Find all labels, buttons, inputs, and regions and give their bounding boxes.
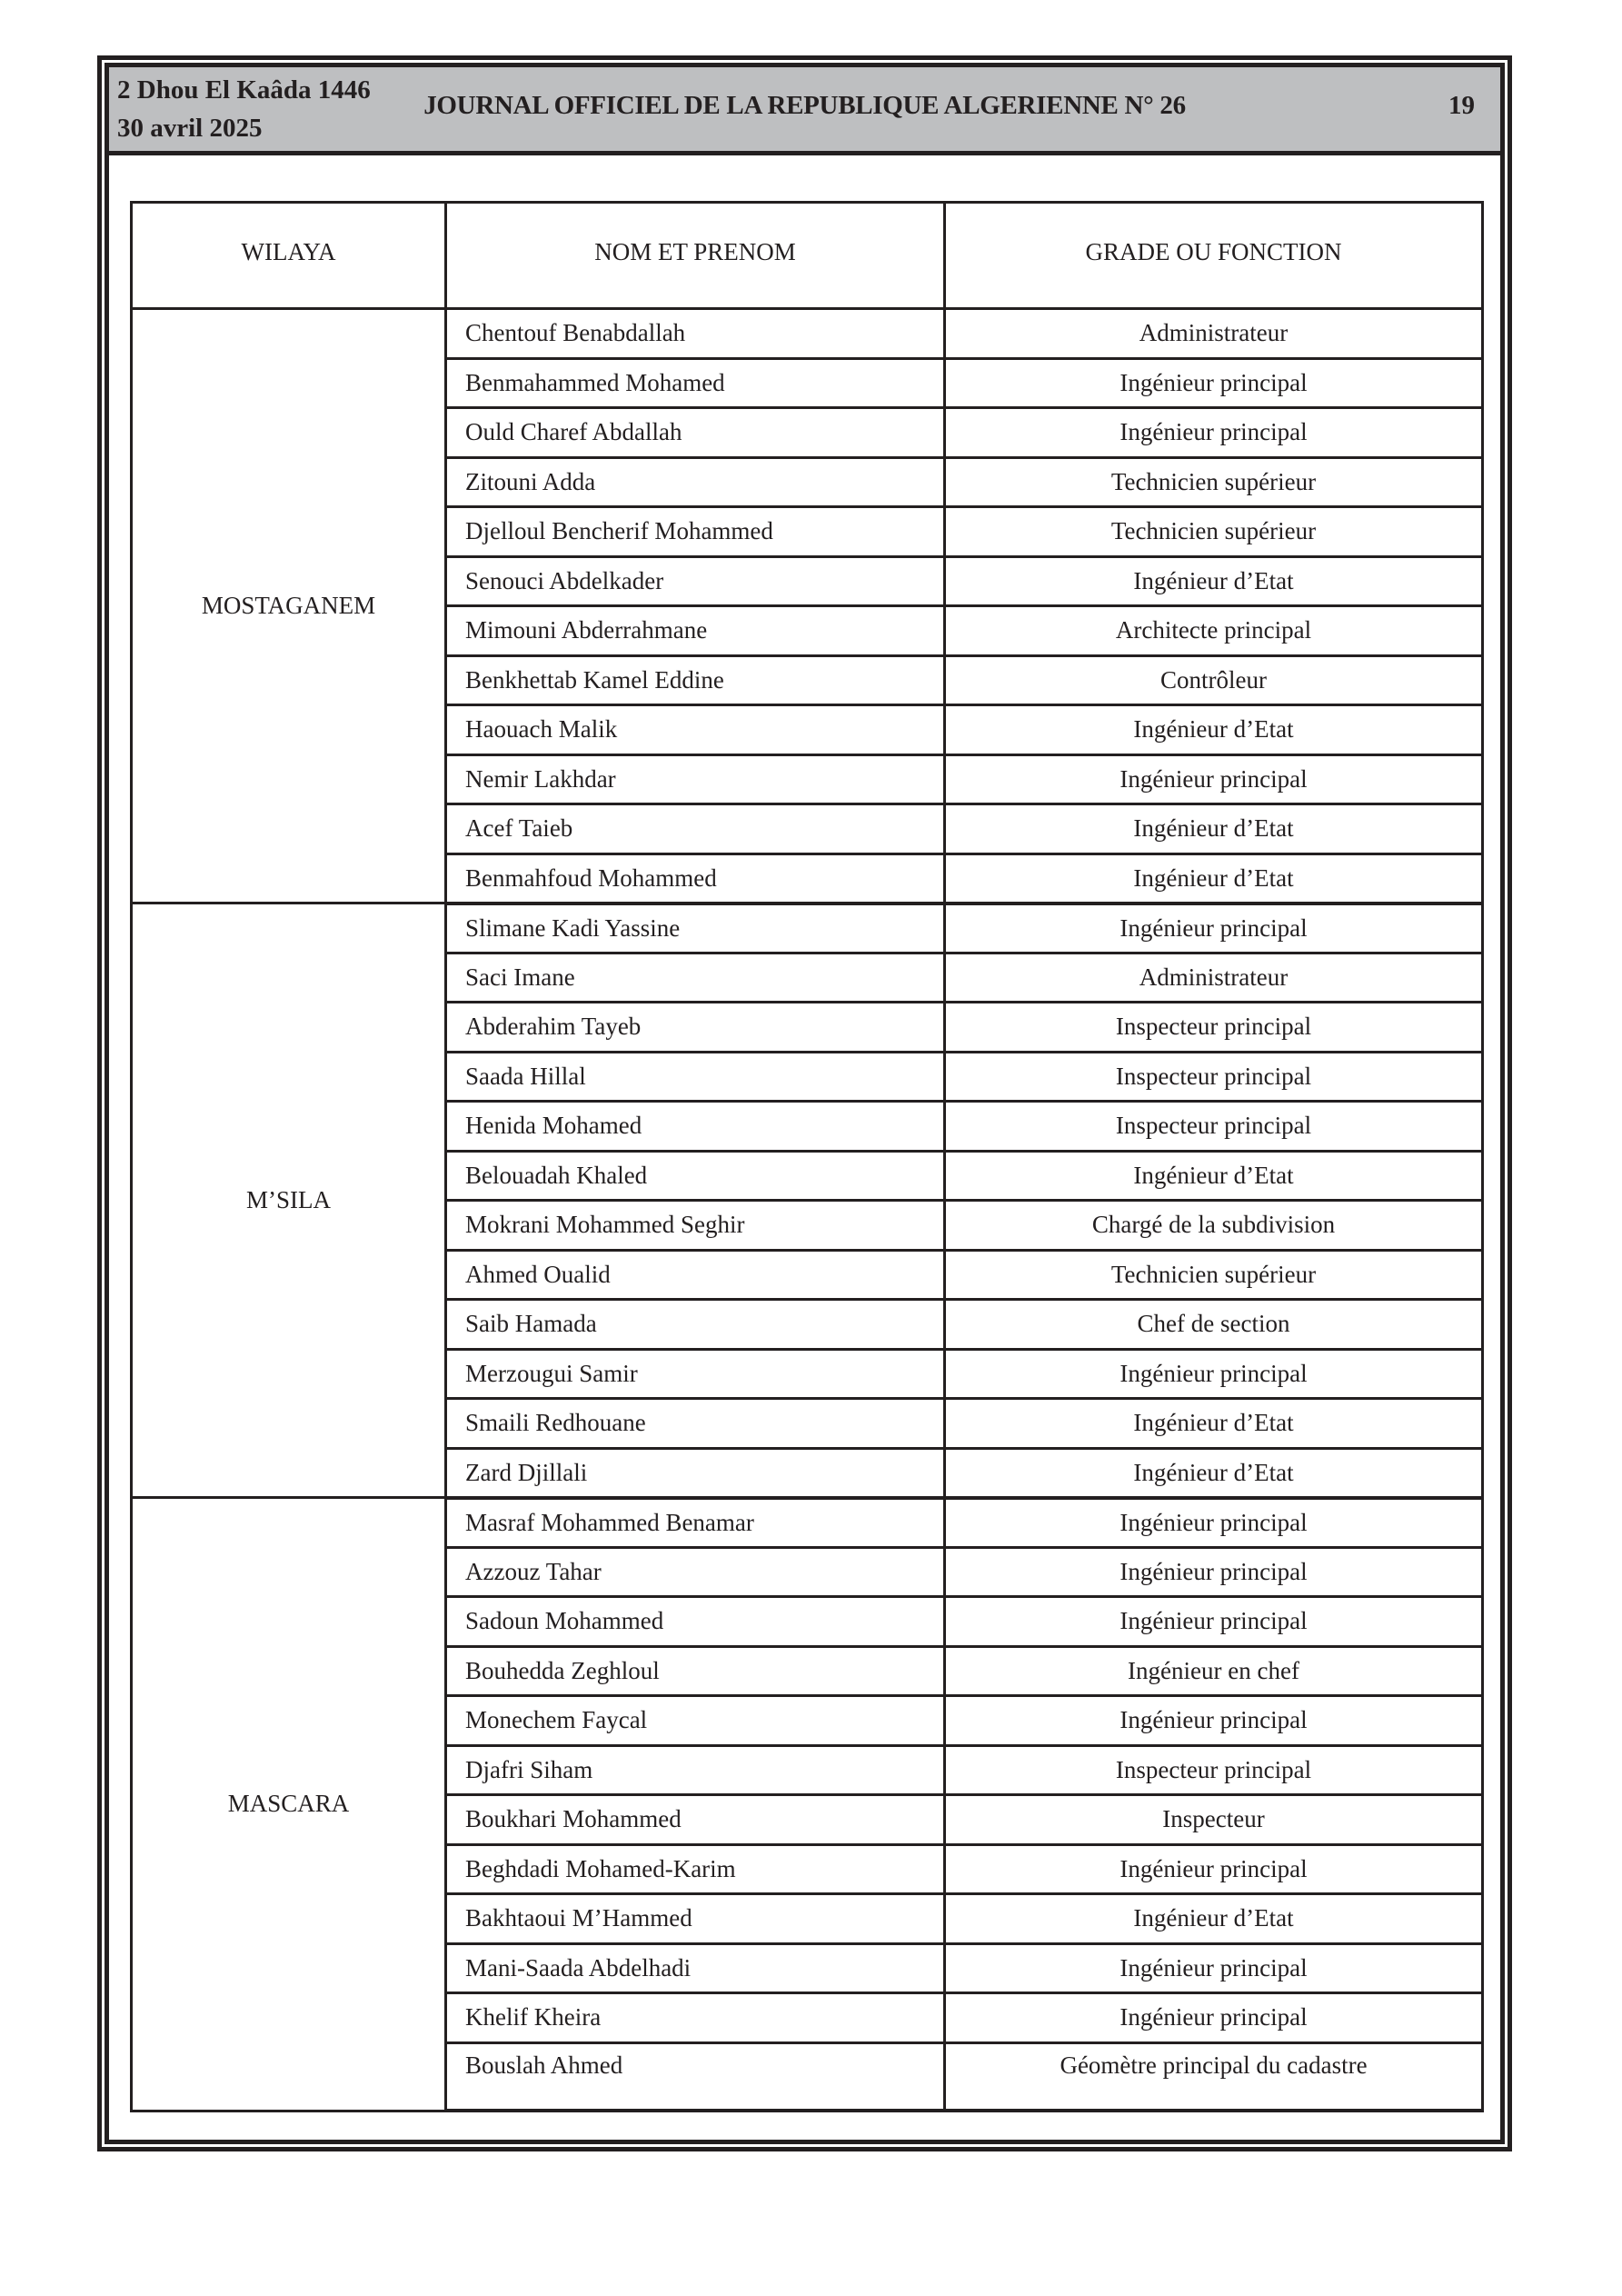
name-cell: Ould Charef Abdallah [446,408,945,458]
name-cell: Saci Imane [446,953,945,1003]
name-cell: Mimouni Abderrahmane [446,606,945,656]
grade-cell: Ingénieur principal [945,1844,1483,1894]
name-cell: Saib Hamada [446,1300,945,1350]
grade-cell: Architecte principal [945,606,1483,656]
table-row [132,903,1483,953]
grade-cell: Administrateur [945,309,1483,359]
grade-cell: Contrôleur [945,655,1483,705]
name-cell: Boukhari Mohammed [446,1795,945,1845]
name-cell: Benmahfoud Mohammed [446,854,945,903]
name-cell: Benkhettab Kamel Eddine [446,655,945,705]
appointments-table [130,201,1484,2112]
grade-cell: Géomètre principal du cadastre [945,2042,1483,2111]
name-cell: Bakhtaoui M’Hammed [446,1894,945,1944]
name-cell: Mokrani Mohammed Seghir [446,1201,945,1251]
name-cell: Abderahim Tayeb [446,1003,945,1053]
grade-cell: Ingénieur d’Etat [945,1894,1483,1944]
grade-cell: Ingénieur d’Etat [945,854,1483,903]
name-cell: Djafri Siham [446,1745,945,1795]
grade-cell: Technicien supérieur [945,1250,1483,1300]
table-row [132,309,1483,359]
grade-cell: Ingénieur d’Etat [945,1399,1483,1449]
name-cell: Merzougui Samir [446,1349,945,1399]
grade-cell: Ingénieur en chef [945,1646,1483,1696]
name-cell: Beghdadi Mohamed-Karim [446,1844,945,1894]
name-cell: Belouadah Khaled [446,1151,945,1201]
hijri-date: 2 Dhou El Kaâda 1446 [117,75,371,105]
grade-cell: Inspecteur principal [945,1003,1483,1053]
grade-cell: Inspecteur principal [945,1052,1483,1102]
name-cell: Djelloul Bencherif Mohammed [446,507,945,557]
name-cell: Nemir Lakhdar [446,754,945,804]
name-cell: Masraf Mohammed Benamar [446,1498,945,1548]
column-header-wilaya: WILAYA [132,203,446,309]
grade-cell: Ingénieur d’Etat [945,1151,1483,1201]
grade-cell: Technicien supérieur [945,507,1483,557]
grade-cell: Ingénieur d’Etat [945,705,1483,755]
grade-cell: Ingénieur d’Etat [945,1448,1483,1498]
grade-cell: Ingénieur principal [945,1993,1483,2043]
name-cell: Haouach Malik [446,705,945,755]
table-header-row [132,203,1483,309]
name-cell: Slimane Kadi Yassine [446,903,945,953]
name-cell: Monechem Faycal [446,1696,945,1746]
gregorian-date: 30 avril 2025 [117,114,263,143]
grade-cell: Inspecteur principal [945,1102,1483,1152]
name-cell: Senouci Abdelkader [446,556,945,606]
grade-cell: Ingénieur principal [945,754,1483,804]
name-cell: Benmahammed Mohamed [446,358,945,408]
name-cell: Ahmed Oualid [446,1250,945,1300]
grade-cell: Ingénieur principal [945,408,1483,458]
grade-cell: Chargé de la subdivision [945,1201,1483,1251]
name-cell: Saada Hillal [446,1052,945,1102]
journal-header [109,67,1500,155]
name-cell: Bouhedda Zeghloul [446,1646,945,1696]
name-cell: Mani-Saada Abdelhadi [446,1943,945,1993]
grade-cell: Ingénieur principal [945,1498,1483,1548]
grade-cell: Ingénieur d’Etat [945,556,1483,606]
journal-title: JOURNAL OFFICIEL DE LA REPUBLIQUE ALGERIENNE N° 26 [423,91,1186,120]
grade-cell: Administrateur [945,953,1483,1003]
grade-cell: Ingénieur principal [945,1696,1483,1746]
name-cell: Azzouz Tahar [446,1547,945,1597]
grade-cell: Chef de section [945,1300,1483,1350]
name-cell: Smaili Redhouane [446,1399,945,1449]
column-header-name: NOM ET PRENOM [446,203,945,309]
grade-cell: Ingénieur principal [945,1349,1483,1399]
page-number: 19 [1448,91,1475,120]
grade-cell: Ingénieur principal [945,1597,1483,1647]
column-header-grade: GRADE OU FONCTION [945,203,1483,309]
name-cell: Zard Djillali [446,1448,945,1498]
name-cell: Chentouf Benabdallah [446,309,945,359]
table-row [132,1498,1483,1548]
grade-cell: Ingénieur principal [945,1943,1483,1993]
wilaya-cell: MASCARA [132,1498,446,2111]
table-body [132,309,1483,2111]
name-cell: Zitouni Adda [446,457,945,507]
grade-cell: Ingénieur principal [945,903,1483,953]
grade-cell: Ingénieur d’Etat [945,804,1483,854]
grade-cell: Ingénieur principal [945,358,1483,408]
wilaya-cell: M’SILA [132,903,446,1498]
name-cell: Henida Mohamed [446,1102,945,1152]
name-cell: Acef Taieb [446,804,945,854]
grade-cell: Technicien supérieur [945,457,1483,507]
wilaya-cell: MOSTAGANEM [132,309,446,903]
name-cell: Bouslah Ahmed [446,2042,945,2111]
grade-cell: Inspecteur principal [945,1745,1483,1795]
name-cell: Sadoun Mohammed [446,1597,945,1647]
grade-cell: Inspecteur [945,1795,1483,1845]
grade-cell: Ingénieur principal [945,1547,1483,1597]
name-cell: Khelif Kheira [446,1993,945,2043]
